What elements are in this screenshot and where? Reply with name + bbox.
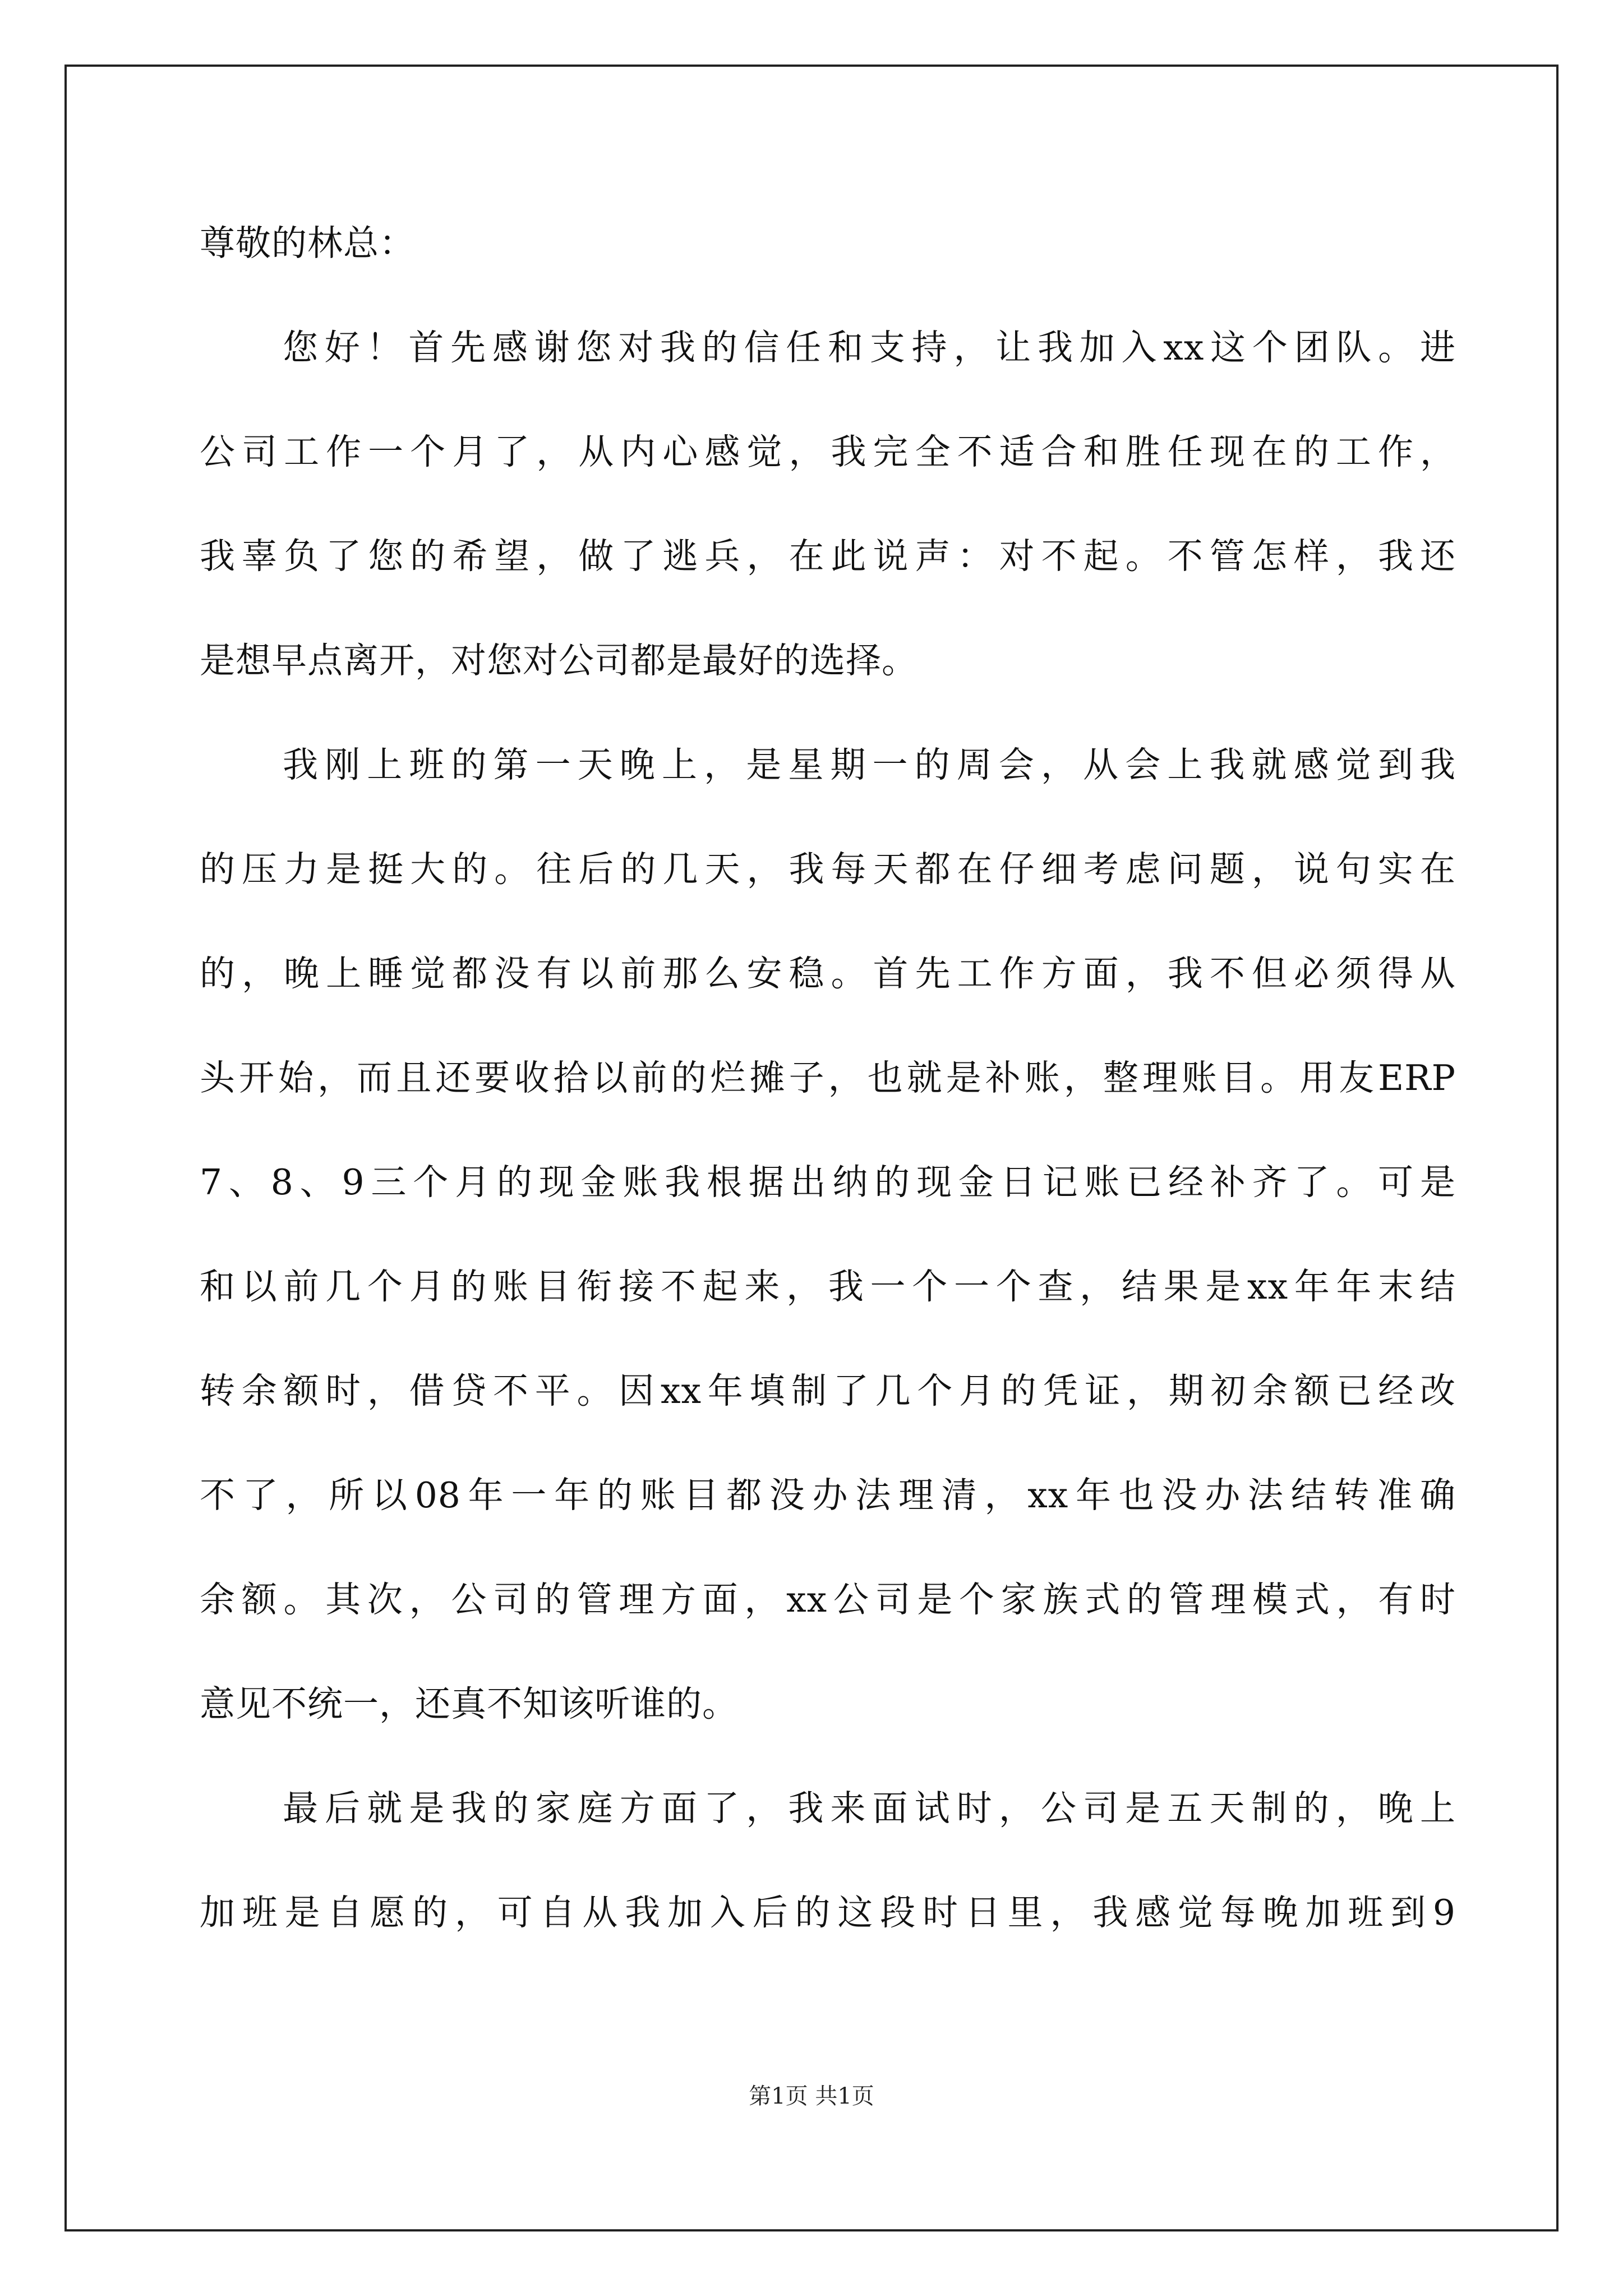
body-line-13: 余额。其次，公司的管理方面，xx公司是个家族式的管理模式，有时 [200,1579,1456,1620]
body-line-16: 加班是自愿的，可自从我加入后的这段时日里，我感觉每晚加班到9 [200,1892,1456,1933]
page-number-footer: 第1页 共1页 [749,2083,874,2109]
body-line-11: 转余额时，借贷不平。因xx年填制了几个月的凭证，期初余额已经改 [200,1370,1456,1411]
body-line-2: 公司工作一个月了，从内心感觉，我完全不适合和胜任现在的工作， [200,431,1456,472]
body-line-10: 和以前几个月的账目衔接不起来，我一个一个查，结果是xx年年末结 [200,1266,1456,1307]
body-line-8: 头开始，而且还要收拾以前的烂摊子，也就是补账，整理账目。用友ERP [200,1057,1456,1098]
body-line-15: 最后就是我的家庭方面了，我来面试时，公司是五天制的，晚上 [283,1788,1456,1829]
body-line-7: 的，晚上睡觉都没有以前那么安稳。首先工作方面，我不但必须得从 [200,953,1456,994]
body-line-1: 您好！首先感谢您对我的信任和支持，让我加入xx这个团队。进 [283,327,1456,368]
body-line-14: 意见不统一，还真不知该听谁的。 [200,1683,738,1724]
body-line-9: 7、8、9三个月的现金账我根据出纳的现金日记账已经补齐了。可是 [200,1162,1456,1203]
body-line-6: 的压力是挺大的。往后的几天，我每天都在仔细考虑问题，说句实在 [200,849,1456,890]
body-line-3: 我辜负了您的希望，做了逃兵，在此说声：对不起。不管怎样，我还 [200,536,1456,577]
greeting-line: 尊敬的林总： [200,223,415,264]
body-line-5: 我刚上班的第一天晚上，是星期一的周会，从会上我就感觉到我 [283,744,1456,785]
body-line-12: 不了，所以08年一年的账目都没办法理清，xx年也没办法结转准确 [200,1475,1456,1516]
body-line-4: 是想早点离开，对您对公司都是最好的选择。 [200,640,917,681]
